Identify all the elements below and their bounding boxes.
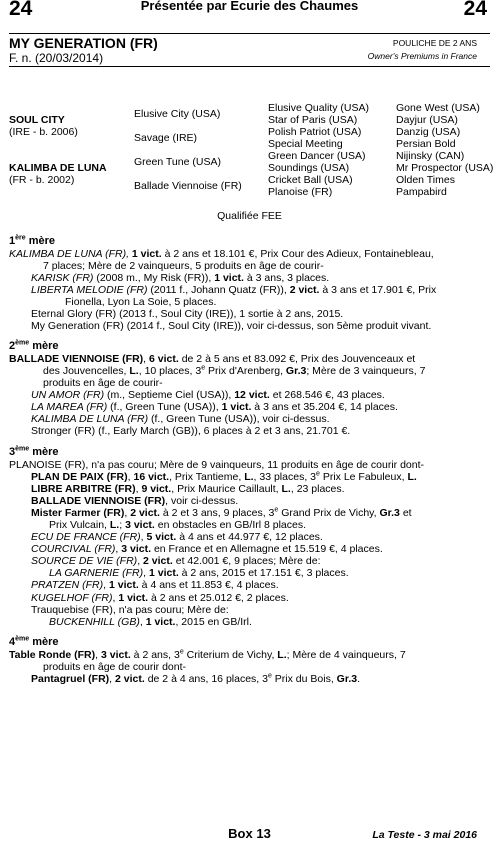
header-bottom-rule	[9, 66, 490, 67]
dam-line: 7 places; Mère de 2 vainqueurs, 5 produits en âge de courir-	[43, 259, 324, 272]
produce-line: Pantagruel (FR), 2 vict. de 2 à 4 ans, 16 places, 3e Prix du Bois, Gr.3.	[31, 672, 361, 685]
pedigree-gen3-item: Polish Patriot (USA)	[268, 126, 362, 138]
footer-venue-date: La Teste - 3 mai 2016	[372, 829, 477, 841]
horse-name: MY GENERATION (FR)	[9, 35, 158, 51]
first-dam-section	[9, 235, 489, 332]
pedigree-gen2-item: Savage (IRE)	[134, 132, 198, 144]
pedigree-gen3-item: Star of Paris (USA)	[268, 114, 358, 126]
produce-line: Fionella, Lyon La Soie, 5 places.	[65, 295, 217, 308]
produce-line: ECU DE FRANCE (FR), 5 vict. à 4 ans et 44.977 €, 12 places.	[31, 531, 323, 544]
fourth-dam-section	[9, 636, 489, 685]
pedigree-gen4-item: Olden Times	[396, 174, 455, 186]
pedigree-gen4-item: Dayjur (USA)	[396, 114, 458, 126]
dam-line: produits en âge de courir-	[43, 376, 163, 389]
dam-line: KALIMBA DE LUNA (FR), 1 vict. à 2 ans et 18.101 €, Prix Cour des Adieux, Fontainebleau,	[9, 247, 434, 260]
horse-class: POULICHE DE 2 ANS	[392, 38, 477, 48]
pedigree-dam-info: (FR - b. 2002)	[9, 174, 75, 186]
dam-line: BALLADE VIENNOISE (FR), 6 vict. de 2 à 5 ans et 83.092 €, Prix des Jouvenceaux et	[9, 352, 416, 365]
qualification-note: Qualifiée FEE	[217, 210, 282, 222]
produce-line: COURCIVAL (FR), 3 vict. en France et en Allemagne et 15.519 €, 4 places.	[31, 543, 383, 556]
pedigree-gen4-item: Mr Prospector (USA)	[396, 162, 494, 174]
dam-line: produits en âge de courir dont-	[43, 660, 187, 673]
dam-line: des Jouvencelles, L., 10 places, 3e Prix d'Arenberg, Gr.3; Mère de 3 vainqueurs, 7	[43, 364, 426, 377]
produce-line: KUGELHOF (FR), 1 vict. à 2 ans et 25.012 €, 2 places.	[31, 591, 289, 604]
produce-line: KARISK (FR) (2008 m., My Risk (FR)), 1 vict. à 3 ans, 3 places.	[31, 271, 330, 284]
footer-box: Box 13	[228, 826, 271, 841]
pedigree-gen4-item: Gone West (USA)	[396, 102, 480, 114]
owners-premiums: Owner's Premiums in France	[367, 51, 477, 61]
pedigree-dam: KALIMBA DE LUNA	[9, 162, 107, 174]
second-dam-section	[9, 340, 489, 437]
produce-line: Mister Farmer (FR), 2 vict. à 2 et 3 ans, 9 places, 3e Grand Prix de Vichy, Gr.3 et	[31, 506, 412, 519]
pedigree-gen4-item: Pampabird	[396, 186, 447, 198]
section-title: 4ème mère	[9, 635, 59, 648]
produce-line: Prix Vulcain, L.; 3 vict. en obstacles en GB/Irl 8 places.	[49, 518, 307, 531]
produce-line: LIBRE ARBITRE (FR), 9 vict., Prix Maurice Caillault, L., 23 places.	[31, 482, 345, 495]
produce-line: BALLADE VIENNOISE (FR), voir ci-dessus.	[31, 494, 239, 507]
lot-number-left: 24	[9, 0, 33, 20]
pedigree-gen2-item: Elusive City (USA)	[134, 108, 221, 120]
pedigree-gen3-item: Cricket Ball (USA)	[268, 174, 353, 186]
produce-line: UN AMOR (FR) (m., Septieme Ciel (USA)), 12 vict. et 268.546 €, 43 places.	[31, 388, 385, 401]
pedigree-gen4-item: Nijinsky (CAN)	[396, 150, 465, 162]
top-rule	[9, 33, 490, 34]
pedigree-gen2-item: Ballade Viennoise (FR)	[134, 180, 242, 192]
produce-line: LA MAREA (FR) (f., Green Tune (USA)), 1 vict. à 3 ans et 35.204 €, 14 places.	[31, 400, 398, 413]
dam-line: PLANOISE (FR), n'a pas couru; Mère de 9 vainqueurs, 11 produits en âge de courir dont-	[9, 458, 425, 471]
produce-line: Trauquebise (FR), n'a pas couru; Mère de:	[31, 603, 229, 616]
pedigree-sire: SOUL CITY	[9, 114, 65, 126]
produce-line: LA GARNERIE (FR), 1 vict. à 2 ans, 2015 et 17.151 €, 3 places.	[49, 567, 349, 580]
pedigree-gen3-item: Planoise (FR)	[268, 186, 333, 198]
pedigree-gen3-item: Soundings (USA)	[268, 162, 350, 174]
pedigree-gen2-item: Green Tune (USA)	[134, 156, 221, 168]
pedigree-gen3-item: Green Dancer (USA)	[268, 150, 366, 162]
produce-line: LIBERTA MELODIE (FR) (2011 f., Johann Quatz (FR)), 2 vict. à 3 ans et 17.901 €, Prix	[31, 283, 437, 296]
produce-line: BUCKENHILL (GB), 1 vict., 2015 en GB/Irl.	[49, 615, 252, 628]
section-title: 1ère mère	[9, 234, 55, 247]
section-title: 2ème mère	[9, 339, 59, 352]
pedigree-gen4-item: Danzig (USA)	[396, 126, 461, 138]
horse-sex-birth: F. n. (20/03/2014)	[9, 51, 104, 65]
section-title: 3ème mère	[9, 445, 59, 458]
lot-number-right: 24	[463, 0, 487, 20]
produce-line: My Generation (FR) (2014 f., Soul City (IRE)), voir ci-dessus, son 5ème produit vivant.	[31, 320, 432, 333]
produce-line: KALIMBA DE LUNA (FR) (f., Green Tune (USA)), voir ci-dessus.	[31, 412, 330, 425]
produce-line: SOURCE DE VIE (FR), 2 vict. et 42.001 €, 9 places; Mère de:	[31, 555, 321, 568]
dam-line: Table Ronde (FR), 3 vict. à 2 ans, 3e Criterium de Vichy, L.; Mère de 4 vainqueurs, 7	[9, 648, 406, 661]
produce-line: Stronger (FR) (f., Early March (GB)), 6 places à 2 et 3 ans, 21.701 €.	[31, 425, 351, 438]
pedigree-gen3-item: Special Meeting	[268, 138, 343, 150]
produce-line: PRATZEN (FR), 1 vict. à 4 ans et 11.853 €, 4 places.	[31, 579, 279, 592]
presented-by: Présentée par Ecurie des Chaumes	[140, 0, 359, 13]
pedigree-sire-info: (IRE - b. 2006)	[9, 126, 78, 138]
produce-line: Eternal Glory (FR) (2013 f., Soul City (IRE)), 1 sortie à 2 ans, 2015.	[31, 307, 344, 320]
third-dam-section	[9, 446, 489, 628]
pedigree-gen3-item: Elusive Quality (USA)	[268, 102, 369, 114]
produce-line: PLAN DE PAIX (FR), 16 vict., Prix Tantieme, L., 33 places, 3e Prix Le Fabuleux, L.	[31, 470, 417, 483]
pedigree-gen4-item: Persian Bold	[396, 138, 456, 150]
